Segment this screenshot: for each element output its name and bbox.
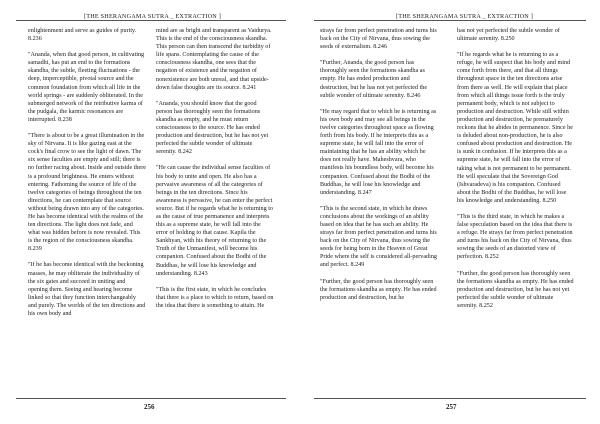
page-number-right: 257 [446, 403, 457, 411]
paragraph: "Further, the good person has thoroughly seen the formations skandha as empty. He has ended production and destruction, but he [320, 278, 437, 301]
footer-rule-right [314, 398, 586, 399]
right-page-column-2 [457, 27, 575, 318]
right-page-column-1 [320, 27, 438, 310]
paragraph: has not yet perfected the subtle wonder of ultimate serenity. 8.250 [457, 28, 560, 43]
paragraph: "Ananda, when that good person, in cultivating samadhi, has put an end to the formations skandha, the subtle, fleeting fluctuations - the deep, imperceptible, pivotal source and the common foundation from which all life in the world springs - are suddenly obliterated. In the submerged network of the retributive karma of the pudgala, the karmic resonances are interrupted. 8.238 [28, 52, 145, 123]
page-number-left: 256 [144, 403, 155, 411]
paragraph: enlightenment and serve as guides of purity. 8.236 [28, 28, 137, 43]
paragraph: "This is the first state, in which he concludes that there is a place to which to return, based on the idea that there is something to attain. He [156, 286, 274, 309]
header-title-right: [THE SHERANGAMA SUTRA _ EXTRACTION ] [396, 13, 533, 20]
paragraph: "He may regard that to which he is returning as his own body and may see all beings in the twelve categories throughout space as flowing forth from his body. If he interprets this as a supreme state, he will fall into the error of maintaining that he has an ability which he does not really have. Maheshvara, who manifests his boundless body, will become his companion. Confused about the Bodhi of the Buddhas, he will lose his knowledge and understanding. 8.247 [320, 108, 437, 196]
header-rule-right [314, 20, 586, 21]
right-page [300, 0, 600, 424]
paragraph: "Further, the good person has thoroughly seen the formations skandha as empty. He has ended production and destruction, but he has not yet perfected the subtle wonder of ultimate serenity. 8.252 [457, 270, 574, 309]
paragraph: "If he has become identical with the beckoning masses, he may obliterate the individuality of the six gates and succeed in uniting and opening them. Seeing and hearing become linked so that they function interchangeably and purely. The worlds of the ten directions and his own body and [28, 262, 146, 317]
paragraph: mind are as bright and transparent as Vaidurya. This is the end of the consciousness skandha. This person can then transcend the turbidity of life spans. Contemplating the cause of the consciousness skandha, one sees that the negation of existence and the negation of nonexistence are both unreal, and that upside-down false thoughts are its source. 8.241 [156, 28, 272, 91]
left-page-column-2 [156, 27, 274, 318]
paragraph: "This is the second state, in which he draws conclusions about the workings of an ability based on idea that he has such an ability. He strays far from perfect penetration and turns his back on the City of Nirvana, thus sowing the seeds for being born in the Heaven of Great Pride where the self is considered all-pervading and perfect. 8.249 [320, 205, 437, 269]
header-rule-left [16, 20, 286, 21]
left-page-column-1 [28, 27, 146, 326]
paragraph: "If he regards what he is returning to as a refuge, he will suspect that his body and mind come forth from there, and that all things throughout space in the ten directions arise from there as well. He will explain that place from which all things issue forth is the truly permanent body, which is not subject to production and destruction. While still within production and destruction, he prematurely reckons that he abides in permanence. Since he is deluded about non-production, he is also confused about production and destruction. He is sunk in confusion. If he interprets this as a supreme state, he will fall into the error of taking what is not permanent to be permanent. He will speculate that the Sovereign God (Ishvaradeva) is his companion. Confused about the Bodhi of the Buddhas, he will lose his knowledge and understanding. 8.250 [457, 52, 573, 204]
footer-rule-left [16, 398, 286, 399]
paragraph: "Further, Ananda, the good person has thoroughly seen the formations skandha as empty. He has ended production and destruction, but he has not yet perfected the subtle wonder of ultimate serenity. 8.246 [320, 60, 428, 99]
paragraph: "Ananda, you should know that the good person has thoroughly seen the formations skandha as empty, and he must return consciousness to the source. He has ended production and destruction, but he has not yet perfected the subtle wonder of ultimate serenity. 8.242 [156, 100, 269, 156]
paragraph: strays far from perfect penetration and turns his back on the City of Nirvana, thus sowing the seeds of externalism. 8.246 [320, 28, 437, 51]
paragraph: "This is the third state, in which he makes a false speculation based on the idea that there is a refuge. He strays far from perfect penetration and turns his back on the City of Nirvana, thus sowing the seeds of an distorted view of perfection. 8.252 [457, 213, 573, 261]
paragraph: "He can cause the individual sense faculties of his body to unite and open. He also has a pervasive awareness of all the categories of beings in the ten directions. Since his awareness is pervasive, he can enter the perfect source. But if he regards what he is returning to as the cause of true permanence and interprets this as a supreme state, he will fall into the error of holding to that cause. Kapila the Sankhyan, with his theory of returning to the Truth of the Unmanifest, will become his companion. Confused about the Bodhi of the Buddhas, he will lose his knowledge and understanding. 8.243 [156, 165, 273, 277]
paragraph: "There is about to be a great illumination in the sky of Nirvana. It is like gazing east at the cock's final crow to see the light of dawn. The six sense faculties are empty and still; there is no further racing about. Inside and outside there is a profound brightness. He enters without entering. Fathoming the source of life of the twelve categories of beings throughout the ten directions, he can contemplate that source without being drawn into any of the categories. He has become identical with the realms of the ten directions. The light does not fade, and what was hidden before is now revealed. This is the region of the consciousness skandha. 8.239 [28, 133, 146, 253]
header-title-left: [THE SHERANGAMA SUTRA _ EXTRACTION ] [84, 13, 221, 20]
